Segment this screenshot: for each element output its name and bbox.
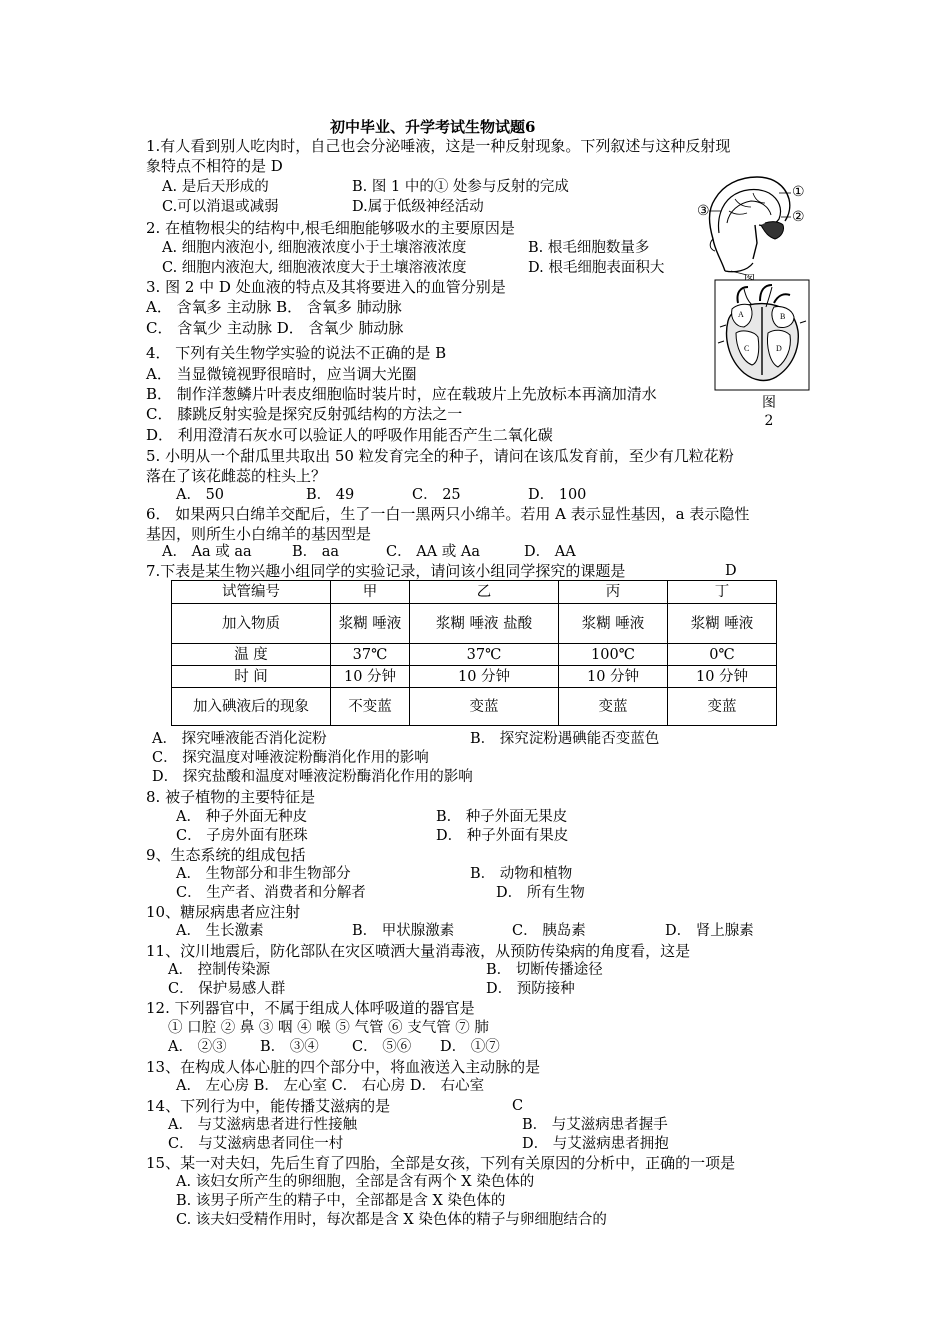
- q5-stem-line1: 5. 小明从一个甜瓜里共取出 50 粒发育完全的种子，请问在该瓜发育前，至少有几粒花粉: [146, 447, 734, 465]
- q13-stem: 13、在构成人体心脏的四个部分中，将血液送入主动脉的是: [146, 1058, 541, 1076]
- q12-stem: 12. 下列器官中，不属于组成人体呼吸道的器官是: [146, 999, 475, 1017]
- table-cell: 浆糊 唾液: [559, 604, 668, 644]
- table-row: [172, 644, 777, 666]
- table-cell: 浆糊 唾液: [668, 604, 777, 644]
- q6-option-a: A． Aa 或 aa: [162, 544, 252, 560]
- table-cell: 变蓝: [410, 688, 559, 726]
- q4-stem: 4． 下列有关生物学实验的说法不正确的是 B: [146, 344, 447, 362]
- q9-option-a: A． 生物部分和非生物部分: [176, 866, 351, 882]
- q1-option-c: C.可以消退或减弱: [162, 199, 279, 215]
- table-header-cell: 乙: [410, 581, 559, 604]
- table-cell: 不变蓝: [331, 688, 410, 726]
- q9-option-d: D． 所有生物: [496, 885, 585, 901]
- table-cell: 10 分钟: [559, 666, 668, 688]
- q2-option-b: B. 根毛细胞数量多: [528, 240, 650, 256]
- q5-option-c: C． 25: [412, 487, 461, 503]
- q10-option-c: C． 胰岛素: [512, 923, 586, 939]
- q12-option-d: D． ①⑦: [440, 1039, 500, 1055]
- q10-option-a: A． 生长激素: [176, 923, 264, 939]
- q11-option-c: C． 保护易感人群: [168, 981, 286, 997]
- q2-stem: 2. 在植物根尖的结构中,根毛细胞能够吸水的主要原因是: [146, 219, 515, 237]
- q13-options: A． 左心房 B． 左心室 C． 右心房 D． 右心室: [176, 1078, 485, 1094]
- table-cell: 变蓝: [668, 688, 777, 726]
- q7-option-a: A． 探究唾液能否消化淀粉: [152, 731, 327, 747]
- fig2-caption: 图 2: [762, 395, 776, 429]
- q11-option-b: B． 切断传播途径: [486, 962, 603, 978]
- q3-options-cd: C． 含氧少 主动脉 D． 含氧少 肺动脉: [146, 319, 404, 337]
- q12-option-c: C． ⑤⑥: [352, 1039, 412, 1055]
- table-cell: 时 间: [172, 666, 331, 688]
- q5-option-d: D． 100: [528, 487, 587, 503]
- q12-option-a: A． ②③: [168, 1039, 227, 1055]
- q11-stem: 11、汶川地震后，防化部队在灾区喷洒大量消毒液，从预防传染病的角度看，这是: [146, 942, 691, 960]
- table-header-cell: 丙: [559, 581, 668, 604]
- q8-option-c: C． 子房外面有胚珠: [176, 828, 308, 844]
- q7-option-c: C． 探究温度对唾液淀粉酶消化作用的影响: [152, 750, 429, 766]
- table-cell: 0℃: [668, 644, 777, 666]
- q15-option-b: B. 该男子所产生的精子中，全部都是含 X 染色体的: [176, 1193, 506, 1209]
- q14-answer: C: [512, 1098, 524, 1114]
- q10-stem: 10、糖尿病患者应注射: [146, 903, 301, 921]
- q10-option-b: B． 甲状腺激素: [352, 923, 455, 939]
- table-cell: 温 度: [172, 644, 331, 666]
- q6-option-c: C． AA 或 Aa: [386, 544, 480, 560]
- fig2-label-d: D: [776, 344, 782, 353]
- q7-stem: 7.下表是某生物兴趣小组同学的实验记录，请问该小组同学探究的课题是: [146, 562, 626, 580]
- q14-option-b: B． 与艾滋病患者握手: [522, 1117, 668, 1133]
- q15-option-a: A. 该妇女所产生的卵细胞，全部是含有两个 X 染色体的: [176, 1174, 535, 1190]
- table-cell: 10 分钟: [331, 666, 410, 688]
- table-cell: 10 分钟: [668, 666, 777, 688]
- table-row: [172, 604, 777, 644]
- page-title: 初中毕业、升学考试生物试题6: [330, 118, 536, 136]
- q9-option-c: C． 生产者、消费者和分解者: [176, 885, 366, 901]
- q15-option-c: C. 该夫妇受精作用时，每次都是含 X 染色体的精子与卵细胞结合的: [176, 1212, 607, 1228]
- q4-option-a: A． 当显微镜视野很暗时，应当调大光圈: [146, 365, 417, 383]
- q12-option-b: B． ③④: [260, 1039, 319, 1055]
- q8-option-a: A． 种子外面无种皮: [176, 809, 308, 825]
- table-cell: 10 分钟: [410, 666, 559, 688]
- q14-option-c: C． 与艾滋病患者同住一村: [168, 1136, 344, 1152]
- fig2-label-c: C: [744, 344, 750, 353]
- q11-option-d: D． 预防接种: [486, 981, 575, 997]
- q1-option-b: B. 图 1 中的① 处参与反射的完成: [352, 179, 569, 195]
- q14-option-d: D． 与艾滋病患者拥抱: [522, 1136, 669, 1152]
- q1-stem-line1: 1.有人看到别人吃肉时，自己也会分泌唾液，这是一种反射现象。下列叙述与这种反射现: [146, 137, 731, 155]
- q4-option-c: C． 膝跳反射实验是探究反射弧结构的方法之一: [146, 405, 463, 423]
- q6-stem-line1: 6． 如果两只白绵羊交配后，生了一白一黑两只小绵羊。若用 A 表示显性基因，a 表示隐性: [146, 505, 750, 523]
- q9-option-b: B． 动物和植物: [470, 866, 573, 882]
- table-header-row: [172, 581, 777, 604]
- q5-option-a: A． 50: [176, 487, 225, 503]
- q6-stem-line2: 基因，则所生小白绵羊的基因型是: [146, 525, 372, 543]
- table-cell: 100℃: [559, 644, 668, 666]
- q2-option-d: D. 根毛细胞表面积大: [528, 260, 665, 276]
- q1-option-a: A. 是后天形成的: [162, 179, 269, 195]
- q7-answer: D: [725, 563, 737, 579]
- fig1-label-3: ③: [697, 203, 710, 219]
- q6-option-b: B． aa: [292, 544, 340, 560]
- q14-stem: 14、下列行为中，能传播艾滋病的是: [146, 1097, 391, 1115]
- q4-option-b: B． 制作洋葱鳞片叶表皮细胞临时装片时，应在载玻片上先放标本再滴加清水: [146, 385, 657, 403]
- heart-diagram-figure: [714, 279, 810, 391]
- table-header-cell: 甲: [331, 581, 410, 604]
- q6-option-d: D． AA: [524, 544, 576, 560]
- q8-stem: 8. 被子植物的主要特征是: [146, 788, 316, 806]
- q2-option-c: C. 细胞内液泡大, 细胞液浓度大于土壤溶液浓度: [162, 260, 467, 276]
- q10-option-d: D． 肾上腺素: [665, 923, 754, 939]
- table-cell: 37℃: [410, 644, 559, 666]
- q15-stem: 15、某一对夫妇，先后生育了四胎，全部是女孩，下列有关原因的分析中，正确的一项是: [146, 1154, 736, 1172]
- fig2-label-a: A: [738, 310, 744, 319]
- q2-option-a: A. 细胞内液泡小, 细胞液浓度小于土壤溶液浓度: [162, 240, 467, 256]
- q8-option-b: B． 种子外面无果皮: [436, 809, 568, 825]
- q7-option-d: D． 探究盐酸和温度对唾液淀粉酶消化作用的影响: [152, 769, 473, 785]
- table-cell: 浆糊 唾液 盐酸: [410, 604, 559, 644]
- table-row: [172, 688, 777, 726]
- fig1-label-2: ②: [792, 209, 805, 225]
- table-header-cell: 试管编号: [172, 581, 331, 604]
- fig1-label-1: ①: [792, 184, 805, 200]
- q1-stem-line2: 象特点不相符的是 D: [146, 157, 283, 175]
- q9-stem: 9、生态系统的组成包括: [146, 846, 306, 864]
- table-cell: 变蓝: [559, 688, 668, 726]
- q1-option-d: D.属于低级神经活动: [352, 199, 484, 215]
- table-row: [172, 666, 777, 688]
- fig2-label-b: B: [780, 312, 786, 321]
- q7-option-b: B． 探究淀粉遇碘能否变蓝色: [470, 731, 660, 747]
- table-cell: 37℃: [331, 644, 410, 666]
- q5-option-b: B． 49: [306, 487, 355, 503]
- table-header-cell: 丁: [668, 581, 777, 604]
- q11-option-a: A． 控制传染源: [168, 962, 271, 978]
- experiment-table: [171, 580, 777, 726]
- q3-options-ab: A． 含氧多 主动脉 B． 含氧多 肺动脉: [146, 298, 402, 316]
- q5-stem-line2: 落在了该花雌蕊的柱头上？: [146, 467, 327, 485]
- table-cell: 加入物质: [172, 604, 331, 644]
- table-cell: 浆糊 唾液: [331, 604, 410, 644]
- table-cell: 加入碘液后的现象: [172, 688, 331, 726]
- q3-stem: 3. 图 2 中 D 处血液的特点及其将要进入的血管分别是: [146, 278, 506, 296]
- q12-items: ① 口腔 ② 鼻 ③ 咽 ④ 喉 ⑤ 气管 ⑥ 支气管 ⑦ 肺: [168, 1020, 489, 1036]
- q4-option-d: D． 利用澄清石灰水可以验证人的呼吸作用能否产生二氧化碳: [146, 426, 553, 444]
- q14-option-a: A． 与艾滋病患者进行性接触: [168, 1117, 358, 1133]
- q8-option-d: D． 种子外面有果皮: [436, 828, 569, 844]
